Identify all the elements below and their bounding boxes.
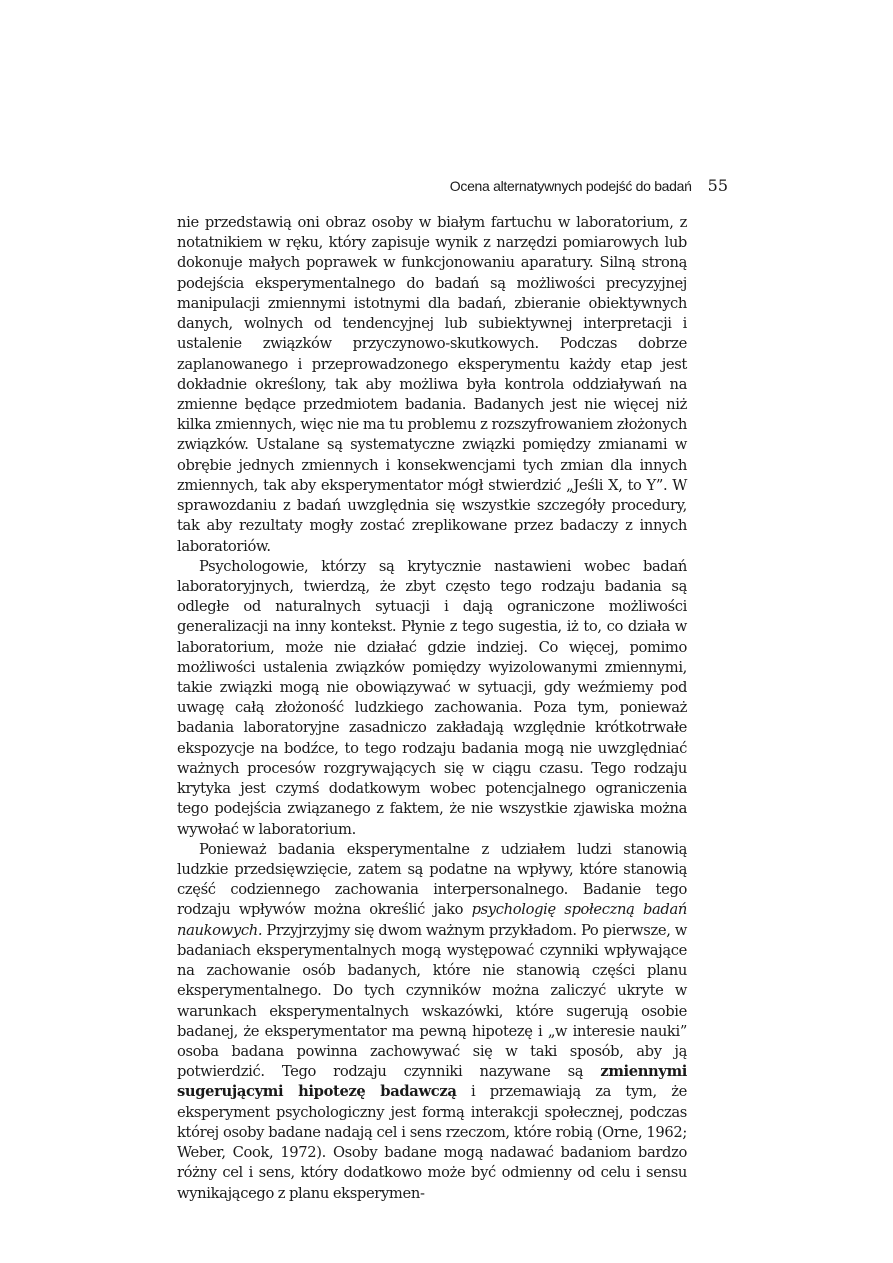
italic-term: psychologię społeczną badań naukowych. [177,901,687,939]
paragraph-3-text-3: i przemawiają za tym, że eksperyment psychologiczny jest formą interakcji społecznej, podczas której osoby badane nadają cel i sens rzeczom, które robią (Orne, 1962; Weber, Cook, 1972). Osoby badane mogą nadawać badaniom bardzo różny cel i sens, który dodatkowo może być odmienny od celu i sensu wynikającego z planu eksperymen- [177,1083,687,1202]
body-text [177,213,687,1204]
paragraph-3-text-1: Ponieważ badania eksperymentalne z udziałem ludzi stanowią ludzkie przedsięwzięcie, zatem są podatne na wpływy, które stanowią część codziennego zachowania interpersonalnego. Badanie tego rodzaju wpływów można określić jako [177,840,687,919]
paragraph-3-text-2: Przyjrzyjmy się dwom ważnym przykładom. Po pierwsze, w badaniach eksperymentalnych mogą występować czynniki wpływające na zachowanie osób badanych, które nie stanowią części planu eksperymentalnego. Do tych czynników można zaliczyć ukryte w warunkach eksperymentalnych wskazówki, które sugerują osobie badanej, że eksperymentator ma pewną hipotezę i „w interesie nauki” osoba badana powinna zachowywać się w taki sposób, aby ją potwierdzić. Tego rodzaju czynniki nazywane są [177,921,687,1081]
running-title: Ocena alternatywnych podejść do badań [449,178,692,194]
bold-term: zmiennymi sugerującymi hipotezę badawczą [177,1063,687,1101]
paragraph-3 [177,840,687,1204]
paragraph-1: nie przedstawią oni obraz osoby w białym fartuchu w laboratorium, z notatnikiem w ręku, który zapisuje wynik z narzędzi pomiarowych lub dokonuje małych poprawek w funkcjonowaniu aparatury. Silną stroną podejścia eksperymentalnego do badań są możliwości precyzyjnej manipulacji zmiennymi istotnymi dla badań, zbieranie obiektywnych danych, wolnych od tendencyjnej lub subiektywnej interpretacji i ustalenie związków przyczynowo-skutkowych. Podczas dobrze zaplanowanego i przeprowadzonego eksperymentu każdy etap jest dokładnie określony, tak aby możliwa była kontrola oddziaływań na zmienne będące przedmiotem badania. Badanych jest nie więcej niż kilka zmiennych, więc nie ma tu problemu z rozszyfrowaniem złożonych związków. Ustalane są systematyczne związki pomiędzy zmianami w obrębie jednych zmiennych i konsekwencjami tych zmian dla innych zmiennych, tak aby eksperymentator mógł stwierdzić „Jeśli X, to Y”. W sprawozdaniu z badań uwzględnia się wszystkie szczegóły procedury, tak aby rezultaty mogły zostać zreplikowane przez badaczy z innych laboratoriów. [177,214,687,555]
page-number: 55 [707,176,728,195]
running-head [176,176,728,198]
paragraph-2: Psychologowie, którzy są krytycznie nastawieni wobec badań laboratoryjnych, twierdzą, że zbyt często tego rodzaju badania są odległe od naturalnych sytuacji i dają ograniczone możliwości generalizacji na inny kontekst. Płynie z tego sugestia, iż to, co działa w laboratorium, może nie działać gdzie indziej. Co więcej, pomimo możliwości ustalenia związków pomiędzy wyizolowanymi zmiennymi, takie związki mogą nie obowiązywać w sytuacji, gdy weźmiemy pod uwagę całą złożoność ludzkiego zachowania. Poza tym, ponieważ badania laboratoryjne zasadniczo zakładają względnie krótkotrwałe ekspozycje na bodźce, to tego rodzaju badania mogą nie uwzględniać ważnych procesów rozgrywających się w ciągu czasu. Tego rodzaju krytyka jest czymś dodatkowym wobec potencjalnego ograniczenia tego podejścia związanego z faktem, że nie wszystkie zjawiska można wywołać w laboratorium. [177,557,687,838]
